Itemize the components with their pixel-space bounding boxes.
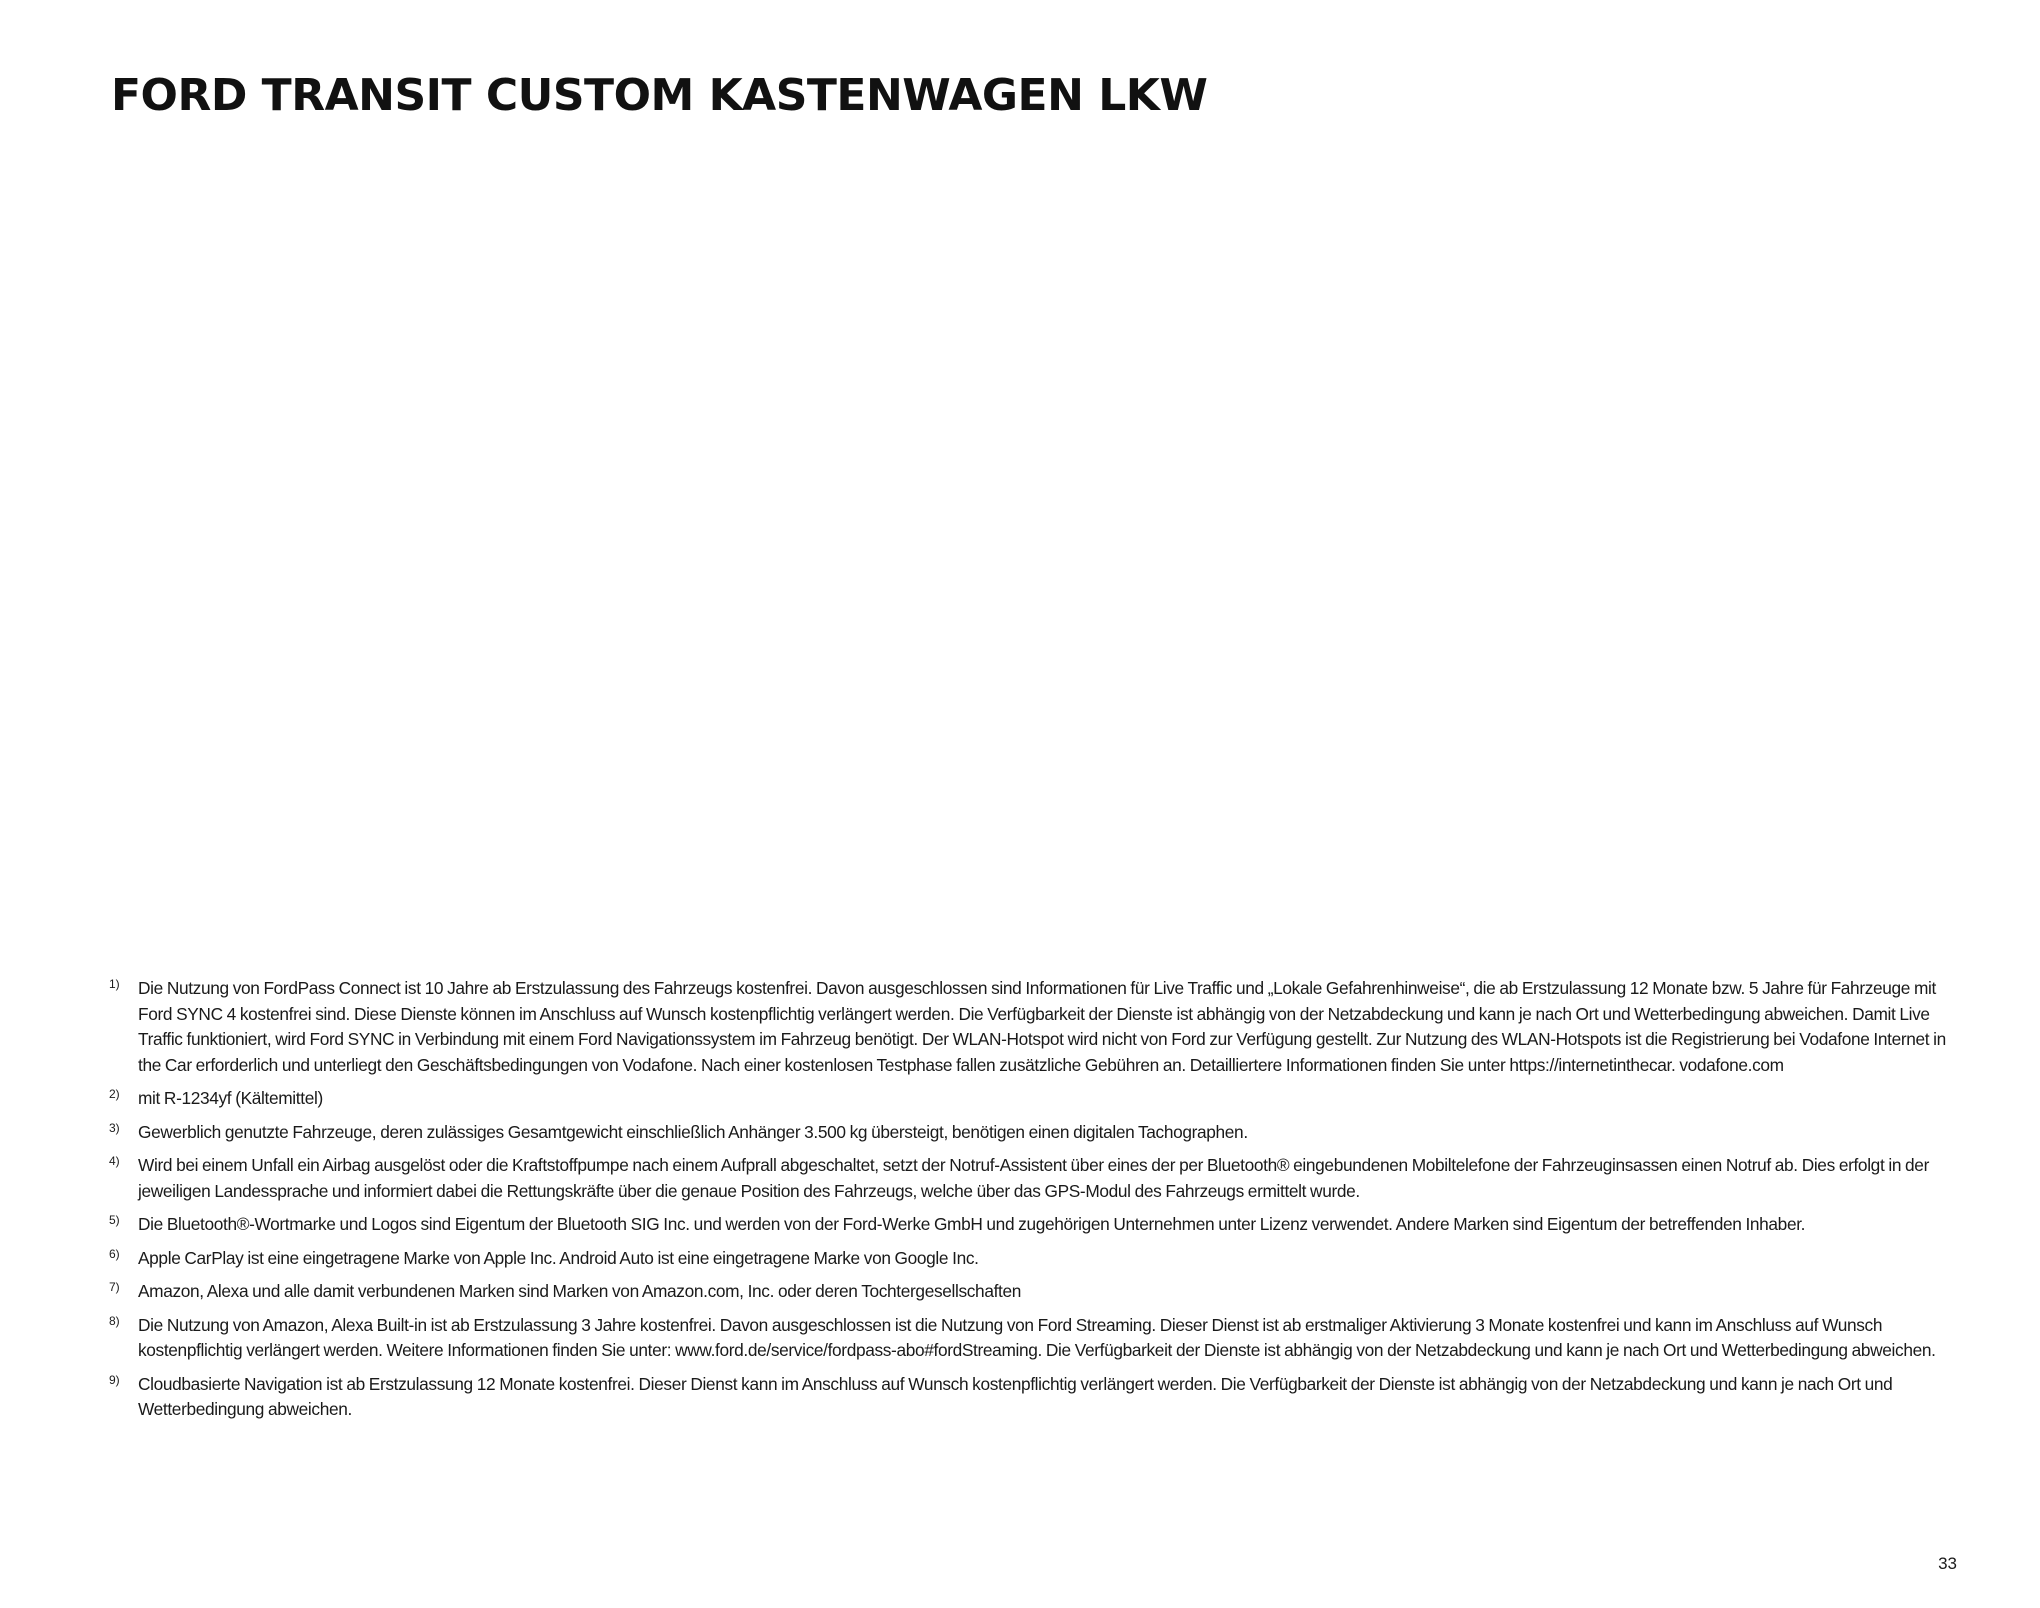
footnote-marker: 7) <box>109 1280 120 1294</box>
footnote-marker: 5) <box>109 1213 120 1227</box>
footnotes-list <box>109 976 1959 1431</box>
footnote-item <box>109 976 1959 1078</box>
footnote-item <box>109 1120 1959 1146</box>
footnote-text: mit R-1234yf (Kältemittel) <box>138 1088 323 1108</box>
footnote-marker: 6) <box>109 1246 120 1261</box>
footnote-text: Gewerblich genutzte Fahrzeuge, deren zulässiges Gesamtgewicht einschließlich Anhänger 3.500 kg übersteigt, benötigen einen digitalen Tachographen. <box>138 1121 1248 1142</box>
footnote-item <box>109 1246 1959 1272</box>
page-title: FORD TRANSIT CUSTOM KASTENWAGEN LKW <box>111 70 1208 121</box>
footnote-text: Die Nutzung von FordPass Connect ist 10 Jahre ab Erstzulassung des Fahrzeugs kostenfrei. Davon ausgeschlossen sind Informationen für Live Traffic und „Lokale Gefahrenhinweise“, die ab Erstzulassung 12 Monate bzw. 5 Jahre für Fahrzeuge mit Ford SYNC 4 kostenfrei sind. Diese Dienste können im Anschluss auf Wunsch kostenpflichtig verlängert werden. Die Verfügbarkeit der Dienste ist abhängig von der Netzabdeckung und kann je nach Ort und Wetterbedingung abweichen. Damit Live Traffic funktioniert, wird Ford SYNC in Verbindung mit einem Ford Navigationssystem im Fahrzeug benötigt. Der WLAN-Hotspot wird nicht von Ford zur Verfügung gestellt. Zur Nutzung des WLAN-Hotspots ist die Registrierung bei Vodafone Internet in the Car erforderlich und unterliegt den Geschäftsbedingungen von Vodafone. Nach einer kostenlosen Testphase fallen zusätzliche Gebühren an. Detailliertere Informationen finden Sie unter https://internetinthecar. vodafone.com <box>138 978 1946 1075</box>
footnote-text: Wird bei einem Unfall ein Airbag ausgelöst oder die Kraftstoffpumpe nach einem Aufprall abgeschaltet, setzt der Notruf-Assistent über eines der per Bluetooth® eingebundenen Mobiltelefone der Fahrzeuginsassen einen Notruf ab. Dies erfolgt in der jeweiligen Landessprache und informiert dabei die Rettungskräfte über die genaue Position des Fahrzeugs, welche über das GPS-Modul des Fahrzeugs ermittelt wurde. <box>138 1155 1929 1201</box>
footnote-item <box>109 1279 1959 1305</box>
footnote-text: Cloudbasierte Navigation ist ab Erstzulassung 12 Monate kostenfrei. Dieser Dienst kann im Anschluss auf Wunsch kostenpflichtig verlängert werden. Die Verfügbarkeit der Dienste ist abhängig von der Netzabdeckung und kann je nach Ort und Wetterbedingung abweichen. <box>138 1373 1893 1419</box>
footnote-marker: 4) <box>109 1154 120 1168</box>
footnote-marker: 3) <box>109 1120 120 1135</box>
footnote-item <box>109 1153 1959 1204</box>
footnote-item <box>109 1086 1959 1112</box>
footnote-item <box>109 1372 1959 1423</box>
footnote-marker: 8) <box>109 1313 120 1328</box>
page-number: 33 <box>1938 1554 1957 1573</box>
footnote-text: Die Bluetooth®-Wortmarke und Logos sind Eigentum der Bluetooth SIG Inc. und werden von der Ford-Werke GmbH und zugehörigen Unternehmen unter Lizenz verwendet. Andere Marken sind Eigentum der betreffenden Inhaber. <box>138 1214 1806 1234</box>
footnote-marker: 9) <box>109 1372 120 1387</box>
footnote-item <box>109 1313 1959 1364</box>
footnote-marker: 2) <box>109 1087 120 1101</box>
footnote-marker: 1) <box>109 977 120 991</box>
footnote-text: Amazon, Alexa und alle damit verbundenen Marken sind Marken von Amazon.com, Inc. oder deren Tochtergesellschaften <box>138 1281 1022 1301</box>
footnote-text: Die Nutzung von Amazon, Alexa Built-in ist ab Erstzulassung 3 Jahre kostenfrei. Davon ausgeschlossen ist die Nutzung von Ford Streaming. Dieser Dienst ist ab erstmaliger Aktivierung 3 Monate kostenfrei und kann im Anschluss auf Wunsch kostenpflichtig verlängert werden. Weitere Informationen finden Sie unter: www.ford.de/service/fordpass-abo#fordStreaming. Die Verfügbarkeit der Dienste ist abhängig von der Netzabdeckung und kann je nach Ort und Wetterbedingung abweichen. <box>138 1314 1936 1360</box>
footnote-item <box>109 1212 1959 1238</box>
footnote-text: Apple CarPlay ist eine eingetragene Marke von Apple Inc. Android Auto ist eine eingetragene Marke von Google Inc. <box>138 1247 979 1268</box>
